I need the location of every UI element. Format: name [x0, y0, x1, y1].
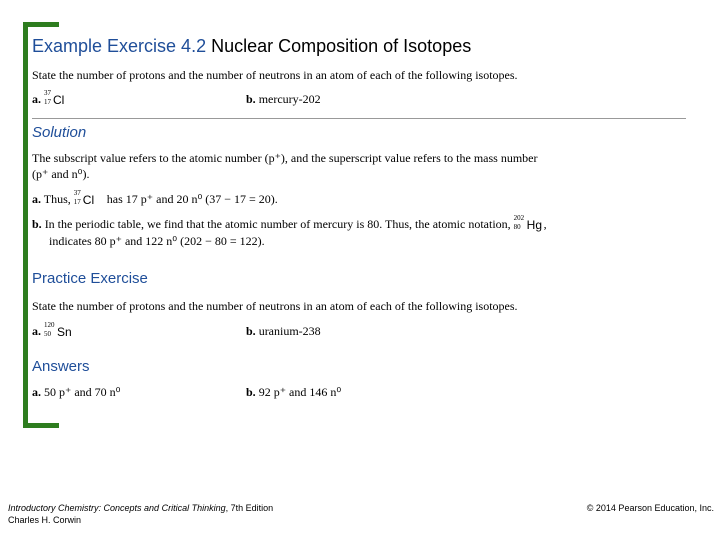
footer-copyright: © 2014 Pearson Education, Inc. — [586, 503, 714, 513]
element-symbol: Hg — [526, 218, 543, 233]
atomic-number: 17 — [44, 98, 51, 107]
footer-author: Charles H. Corwin — [8, 515, 82, 525]
element-symbol: Sn — [57, 325, 72, 340]
slide-title — [32, 36, 471, 57]
slide-bracket-bottom — [23, 423, 59, 428]
solution-item-b-line-2: indicates 80 p⁺ and 122 n⁰ (202 − 80 = 122). — [49, 234, 265, 248]
exercise-item-b — [246, 91, 321, 107]
practice-prompt: State the number of protons and the number of neutrons in an atom of each of the following isotopes. — [32, 299, 518, 313]
solution-heading: Solution — [32, 124, 87, 141]
item-label: a. — [32, 92, 41, 106]
mass-number: 120 — [44, 321, 55, 330]
answer-item-a — [32, 384, 120, 400]
solution-item-b — [32, 216, 547, 233]
exercise-name: Nuclear Composition of Isotopes — [206, 36, 472, 56]
isotope-notation — [44, 321, 74, 340]
slide-bracket-left — [23, 22, 28, 428]
item-label: b. — [32, 217, 42, 231]
item-text-post: has 17 p⁺ and 20 n⁰ (37 − 17 = 20). — [106, 192, 278, 206]
item-comma: , — [543, 217, 547, 231]
isotope-notation — [44, 89, 74, 108]
solution-line-2: (p⁺ and n⁰). — [32, 167, 90, 181]
isotope-notation — [73, 189, 104, 208]
item-text: uranium-238 — [258, 324, 321, 338]
solution-item-a — [32, 191, 278, 208]
book-title: Introductory Chemistry: Concepts and Critical Thinking — [8, 503, 226, 513]
mass-number: 37 — [44, 89, 51, 98]
item-text: In the periodic table, we find that the atomic number of mercury is 80. Thus, the atomic notation, — [44, 217, 511, 231]
footer-book-title — [8, 502, 273, 514]
element-symbol: Cl — [82, 193, 95, 208]
practice-item-a — [32, 323, 74, 340]
answers-heading: Answers — [32, 358, 90, 375]
item-label: b. — [246, 385, 256, 399]
book-edition: , 7th Edition — [225, 503, 274, 513]
item-label: b. — [246, 92, 256, 106]
atomic-number: 80 — [513, 223, 521, 232]
element-symbol: Cl — [53, 93, 65, 108]
item-label: b. — [246, 324, 256, 338]
slide-bracket-top — [23, 22, 59, 27]
item-text: 92 p⁺ and 146 n⁰ — [258, 385, 342, 399]
atomic-number: 50 — [44, 330, 51, 339]
item-label: a. — [32, 192, 41, 206]
mass-number: 37 — [73, 189, 81, 198]
exercise-number: Example Exercise 4.2 — [32, 36, 207, 56]
divider-line — [32, 118, 686, 119]
solution-line-1: The subscript value refers to the atomic number (p⁺), and the superscript value refers to the mass number — [32, 151, 538, 165]
item-text: mercury-202 — [258, 92, 321, 106]
mass-number: 202 — [513, 214, 525, 223]
exercise-item-a — [32, 91, 74, 108]
item-label: a. — [32, 324, 41, 338]
isotope-notation — [513, 214, 544, 233]
atomic-number: 17 — [73, 198, 81, 207]
item-text: 50 p⁺ and 70 n⁰ — [44, 385, 121, 399]
item-text-pre: Thus, — [43, 192, 71, 206]
practice-item-b — [246, 323, 321, 339]
answer-item-b — [246, 384, 341, 400]
practice-heading: Practice Exercise — [32, 270, 148, 287]
item-label: a. — [32, 385, 41, 399]
exercise-prompt: State the number of protons and the number of neutrons in an atom of each of the following isotopes. — [32, 68, 518, 82]
